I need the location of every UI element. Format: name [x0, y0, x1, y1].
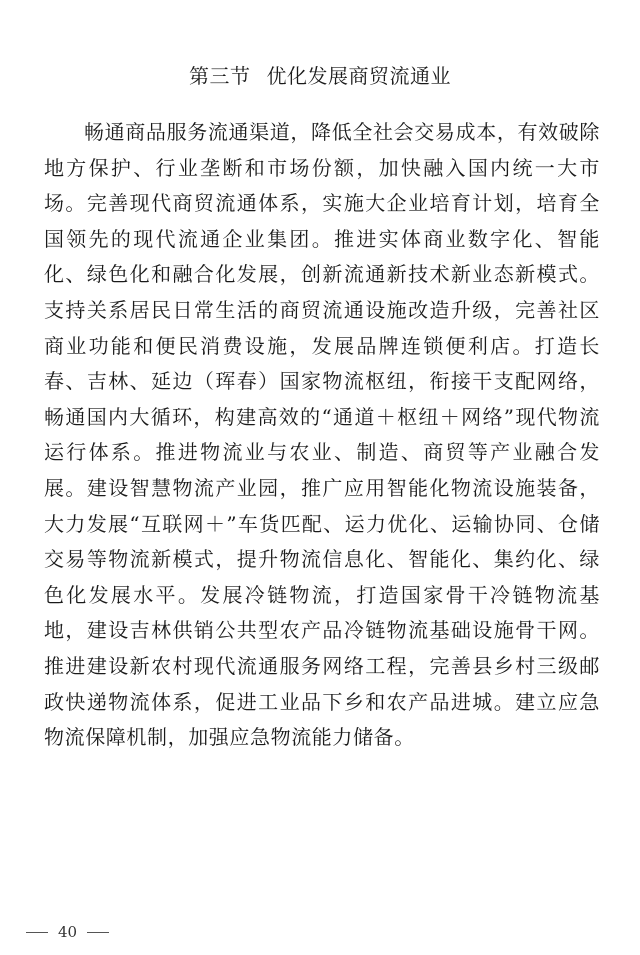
left-dash [26, 932, 48, 933]
section-title-text: 优化发展商贸流通业 [266, 64, 451, 88]
page-footer [26, 922, 109, 942]
section-number: 第三节 [189, 64, 251, 88]
page-number: 40 [58, 923, 78, 941]
body-paragraph: 畅通商品服务流通渠道，降低全社会交易成本，有效破除地方保护、行业垄断和市场份额，加快融入国内统一大市场。完善现代商贸流通体系，实施大企业培育计划，培育全国领先的现代流通企业集团。推进实体商业数字化、智能化、绿色化和融合化发展，创新流通新技术新业态新模式。支持关系居民日常生活的商贸流通设施改造升级，完善社区商业功能和便民消费设施，发展品牌连锁便利店。打造长春、吉林、延边（珲春）国家物流枢纽，衔接干支配网络，畅通国内大循环，构建高效的“通道＋枢纽＋网络”现代物流运行体系。推进物流业与农业、制造、商贸等产业融合发展。建设智慧物流产业园，推广应用智能化物流设施装备，大力发展“互联网＋”车货匹配、运力优化、运输协同、仓储交易等物流新模式，提升物流信息化、智能化、集约化、绿色化发展水平。发展冷链物流，打造国家骨干冷链物流基地，建设吉林供销公共型农产品冷链物流基础设施骨干网。推进建设新农村现代流通服务网络工程，完善县乡村三级邮政快递物流体系，促进工业品下乡和农产品进城。建立应急物流保障机制，加强应急物流能力储备。 [44, 120, 600, 750]
right-dash [87, 932, 109, 933]
section-heading [0, 62, 640, 90]
